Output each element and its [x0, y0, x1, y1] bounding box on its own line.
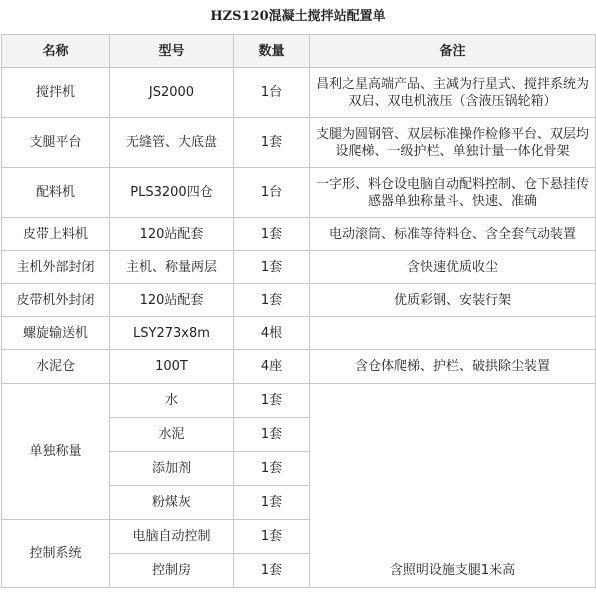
- cell-name-weighing: 单独称量: [2, 384, 110, 520]
- cell-qty: 1套: [234, 384, 310, 418]
- header-model: 型号: [110, 35, 234, 68]
- table-row: [2, 317, 596, 350]
- cell-name-control: 控制系统: [2, 520, 110, 588]
- cell-qty: 1套: [234, 284, 310, 317]
- header-name: 名称: [2, 35, 110, 68]
- cell-qty: 4座: [234, 350, 310, 384]
- table-row: [2, 350, 596, 384]
- cell-qty: 1套: [234, 554, 310, 588]
- cell-model: 水泥: [110, 418, 234, 452]
- cell-model: 120站配套: [110, 284, 234, 317]
- cell-qty: 1套: [234, 520, 310, 554]
- cell-name: 皮带上料机: [2, 218, 110, 251]
- cell-model: 100T: [110, 350, 234, 384]
- cell-note: 一字形、料仓设电脑自动配料控制、仓下悬挂传感器单独称量斗、快速、准确: [310, 168, 596, 218]
- cell-qty: 1套: [234, 118, 310, 168]
- cell-model: LSY273x8m: [110, 317, 234, 350]
- cell-qty: 1台: [234, 168, 310, 218]
- cell-model: JS2000: [110, 68, 234, 118]
- table-row: [2, 168, 596, 218]
- header-note: 备注: [310, 35, 596, 68]
- cell-model: 水: [110, 384, 234, 418]
- table-row: [2, 284, 596, 317]
- cell-model: 主机、称量两层: [110, 251, 234, 284]
- cell-qty: 1台: [234, 68, 310, 118]
- header-qty: 数量: [234, 35, 310, 68]
- cell-model: 添加剂: [110, 452, 234, 486]
- cell-name: 皮带机外封闭: [2, 284, 110, 317]
- cell-name: 水泥仓: [2, 350, 110, 384]
- cell-note: 含仓体爬梯、护栏、破拱除尘装置: [310, 350, 596, 384]
- cell-qty: 1套: [234, 218, 310, 251]
- cell-name: 配料机: [2, 168, 110, 218]
- cell-qty: 4根: [234, 317, 310, 350]
- cell-name: 支腿平台: [2, 118, 110, 168]
- cell-note: 电动滚筒、标准等待料仓、含全套气动装置: [310, 218, 596, 251]
- cell-name: 搅拌机: [2, 68, 110, 118]
- table-row: [2, 68, 596, 118]
- cell-note: 含快速优质收尘: [310, 251, 596, 284]
- cell-name: 螺旋输送机: [2, 317, 110, 350]
- table-row: [2, 251, 596, 284]
- cell-model: 控制房: [110, 554, 234, 588]
- page-title: HZS120混凝土搅拌站配置单: [210, 9, 386, 24]
- config-table: [1, 34, 596, 588]
- cell-qty: 1套: [234, 486, 310, 520]
- cell-note: [310, 317, 596, 350]
- cell-model: PLS3200四仓: [110, 168, 234, 218]
- cell-model: 无缝管、大底盘: [110, 118, 234, 168]
- cell-model: 电脑自动控制: [110, 520, 234, 554]
- cell-note-empty: [310, 384, 596, 554]
- table-row: [2, 384, 596, 418]
- cell-model: 粉煤灰: [110, 486, 234, 520]
- cell-name: 主机外部封闭: [2, 251, 110, 284]
- cell-qty: 1套: [234, 418, 310, 452]
- table-row: [2, 118, 596, 168]
- cell-note: 含照明设施支腿1米高: [310, 554, 596, 588]
- table-header-row: [2, 35, 596, 68]
- cell-model: 120站配套: [110, 218, 234, 251]
- cell-note: 昌利之星高端产品、主减为行星式、搅拌系统为双启、双电机液压（含液压锅轮箱）: [310, 68, 596, 118]
- cell-note: 支腿为圆钢管、双层标准操作检修平台、双层均设爬梯、一级护栏、单独计量一体化骨架: [310, 118, 596, 168]
- table-row: [2, 218, 596, 251]
- cell-qty: 1套: [234, 251, 310, 284]
- cell-note: 优质彩钢、安装行架: [310, 284, 596, 317]
- cell-qty: 1套: [234, 452, 310, 486]
